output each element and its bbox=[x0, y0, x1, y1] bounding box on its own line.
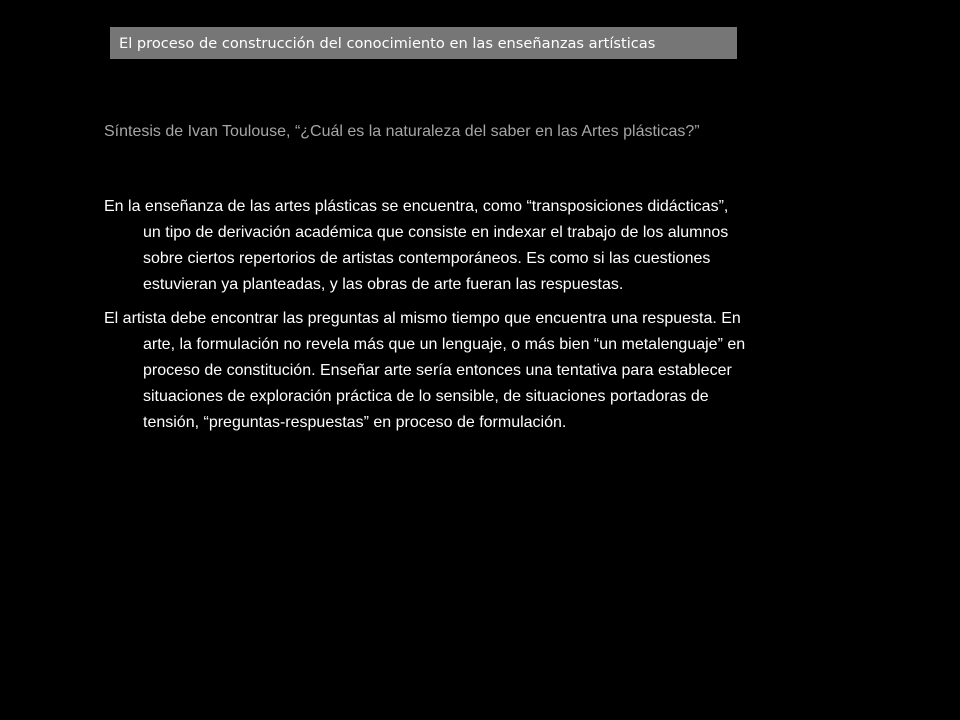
paragraph-2-line-1: El artista debe encontrar las preguntas al mismo tiempo que encuentra una respuesta. En bbox=[104, 310, 741, 327]
paragraph-1 bbox=[104, 194, 864, 298]
slide-title: El proceso de construcción del conocimiento en las enseñanzas artísticas bbox=[110, 27, 737, 59]
paragraph-1-line-4: estuvieran ya planteadas, y las obras de arte fueran las respuestas. bbox=[143, 276, 624, 293]
slide-body bbox=[104, 194, 864, 444]
paragraph-2-line-5: tensión, “preguntas-respuestas” en proceso de formulación. bbox=[143, 414, 567, 431]
paragraph-2 bbox=[104, 306, 864, 436]
paragraph-1-line-3: sobre ciertos repertorios de artistas contemporáneos. Es como si las cuestiones bbox=[143, 250, 711, 267]
paragraph-2-line-3: proceso de constitución. Enseñar arte sería entonces una tentativa para establecer bbox=[143, 362, 732, 379]
paragraph-2-line-2: arte, la formulación no revela más que un lenguaje, o más bien “un metalenguaje” en bbox=[143, 336, 746, 353]
paragraph-1-line-1: En la enseñanza de las artes plásticas se encuentra, como “transposiciones didácticas”, bbox=[104, 198, 729, 215]
paragraph-1-line-2: un tipo de derivación académica que consiste en indexar el trabajo de los alumnos bbox=[143, 224, 729, 241]
slide-subtitle: Síntesis de Ivan Toulouse, “¿Cuál es la naturaleza del saber en las Artes plásticas?” bbox=[104, 123, 700, 140]
paragraph-2-line-4: situaciones de exploración práctica de lo sensible, de situaciones portadoras de bbox=[143, 388, 709, 405]
